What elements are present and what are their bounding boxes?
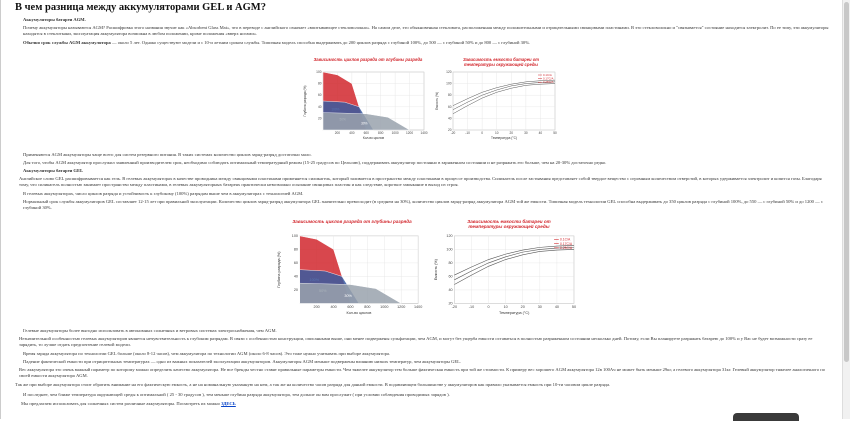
temperature-chart-large	[431, 216, 581, 321]
y-tick-label: 100	[446, 81, 452, 86]
legend-label: 0.25C/A	[543, 80, 554, 85]
x-tick-label: 50	[553, 131, 557, 135]
legend-label: 0.1C/A	[559, 237, 571, 242]
footer-paragraph-7: И последнее, чем ближе температура окружающей среды к оптимальной ( 25 - 30 градусов ), тем меньше глубина разряда аккумулятора, тем дольше он вам прослужит ( при условии соблюдения проводимых зарядов ).	[23, 392, 450, 397]
x-tick-label: 1200	[406, 131, 414, 135]
agm-life-label: Обычно срок службы AGM аккумулятора	[23, 40, 111, 45]
footer-text: Мы предлагаем использовать для солнечных систем различные аккумуляторы. Посмотреть их можно	[21, 401, 220, 406]
x-tick-label: 400	[349, 131, 355, 135]
chart-title: Зависимость циклов разряда от глубины разряда	[292, 219, 412, 224]
cycles-chart-large	[274, 216, 424, 321]
gel-paragraph: Английское слово GEL расшифровывается как гель. В гелевых аккумуляторах в качестве проводника между свинцовыми пластинами применяется силикагель, который заливается в пространство между пластинами в процессе производства. Силикагель после застывания представляет собой твердое вещество с огромным количеством отверстий, в которых удерживается электролит и копится газы. Благодаря тому, что силикагель полностью занимает пространство между пластинами, в гелевых аккумуляторных батареях практически невозможно осыпание свинцовых пластин и как следствие, короткое замыкание в выход из строя.	[19, 176, 822, 187]
x-axis-label: Кол-во циклов	[362, 136, 385, 140]
y-tick-label: 60	[317, 93, 322, 98]
agm-paragraph: Почему аккумуляторы называются AGM? Расшифровка этого названия звучит как «Absorbent Glass Mat», что в переводе с английского означает «впитывающее стекловолокно». На самом деле, это обыкновенная стекловата, расположенная между положительными и отрицательными свинцовыми пластинами. В это стекловолокно и "связывается" состояние находится электролит. По ее типу, эти аккумуляторы находятся в стеклоткани, эксплуатация аккумулятора возможна в любом положении, кроме положения «вверх ногами».	[23, 25, 829, 36]
legend-label: 0.1C/A	[543, 73, 552, 77]
agm-heading: Аккумуляторы батареи AGM.	[23, 17, 86, 22]
agm-temperature-paragraph: Для того, чтобы AGM аккумулятор прослужил заявленный производителем срок, необходимо соблюдать оптимальный температурный режим (15-25 градусов по Цельсию), поддерживать аккумулятор постоянно в заряженном состоянии и не разряжать его больше, чем на 20-30% достаточно редко.	[23, 160, 607, 165]
y-tick-label: 60	[448, 274, 453, 279]
agm-use-paragraph: Применяются AGM аккумуляторы чаще всего для систем резервного питания. В таких системах количество циклов заряд-разряд достаточно мало.	[23, 152, 312, 157]
x-tick-label: -20	[450, 131, 456, 135]
temperature-chart-svg	[433, 55, 561, 145]
x-tick-label: 30	[524, 131, 528, 135]
y-axis-label: Глубина разряда (%)	[303, 85, 307, 117]
x-tick-label: 200	[313, 305, 320, 310]
y-axis-label: Глубина разряда (%)	[276, 251, 281, 288]
x-tick-label: 1000	[391, 131, 399, 135]
y-axis-label: Емкость (%)	[433, 259, 438, 281]
x-tick-label: 800	[364, 305, 371, 310]
x-tick-label: 200	[334, 131, 341, 135]
footer-paragraph-8	[21, 401, 236, 407]
x-tick-label: 10	[494, 131, 499, 135]
temperature-chart-svg	[431, 216, 581, 321]
cycles-chart-small	[301, 55, 429, 145]
y-tick-label: 40	[317, 104, 322, 109]
x-tick-label: 0	[481, 131, 484, 135]
y-tick-label: 80	[448, 261, 453, 266]
x-tick-label: 50	[571, 305, 577, 310]
legend-label: 0.17C/A	[559, 241, 573, 246]
gel-life-paragraph: Нормальный срок службы аккумуляторов GEL составляет 12-15 лет при правильной эксплуатации. Количество циклов заряд-разряд аккумулятора GEL значительно превосходит (в среднем на 30%), количество циклов заряд-разряд аккумулятора AGM той же емкости. Типичная модель технологии GEL способна выдерживать до 350 циклов разряда с глубиной 100%, до 550 — с глубиной 50% и до 1200 — с глубиной 30%.	[23, 199, 823, 210]
y-tick-label: 80	[317, 81, 322, 86]
footer-paragraph-5: Вес аккумулятора это очень важный параметр по которому можно определить качество аккумулятора. Не все бренды честно ставят правильные параметры емкости. Чем тяжелее аккумулятор тем больше фактическая емкость при той же стоимости. К примеру вес хорошего AGM аккумулятора 12в 100Ач не может быть меньше 29кг, а гелевого аккумулятора 31кг. Гелевый аккумулятор тяжелее аналогичного по своей емкости аккумулятора AGM.	[19, 367, 826, 378]
here-link[interactable]: ЗДЕСЬ	[221, 401, 236, 406]
x-tick-label: 40	[538, 131, 543, 135]
x-tick-label: 1400	[413, 305, 423, 310]
y-tick-label: 120	[446, 234, 453, 239]
agm-life-paragraph	[23, 40, 530, 46]
legend-label: 0.17C/A	[543, 76, 554, 81]
x-tick-label: 20	[520, 305, 525, 310]
x-tick-label: -10	[468, 305, 475, 310]
y-tick-label: 20	[317, 116, 322, 121]
y-tick-label: 80	[447, 93, 452, 98]
x-tick-label: 0	[487, 305, 490, 310]
footer-paragraph-3: Время заряда аккумулятора по технологии GEL больше (около 8-12 часов), чем аккумулятора по технологии AGM (около 6-8 часов). Это тоже нужно учитывать при выборе аккумулятора.	[23, 351, 391, 356]
x-tick-label: -20	[451, 305, 458, 310]
page-title: В чем разница между аккумуляторами GEL и AGM?	[15, 2, 266, 13]
x-tick-label: 800	[378, 131, 384, 135]
y-tick-label: 40	[293, 274, 298, 279]
chart-title: Зависимость циклов разряда от глубины разряда	[313, 57, 423, 62]
gel-heading: Аккумуляторы батареи GEL	[23, 168, 84, 173]
vertical-scrollbar[interactable]	[842, 0, 850, 419]
x-tick-label: 20	[509, 131, 514, 135]
y-tick-label: 100	[291, 234, 298, 239]
x-axis-label: Температура (°C)	[491, 136, 517, 140]
y-tick-label: 20	[447, 128, 452, 132]
scrollbar-thumb[interactable]	[844, 2, 849, 362]
x-tick-label: 600	[363, 131, 369, 135]
y-tick-label: 20	[448, 301, 453, 306]
y-tick-label: 100	[316, 70, 322, 74]
temperature-chart-small	[433, 55, 561, 145]
series-label: 30%	[344, 293, 352, 298]
y-axis-label: Емкость (%)	[435, 91, 439, 111]
y-tick-label: 40	[448, 288, 453, 293]
y-tick-label: 120	[446, 70, 452, 74]
gel-cycles-paragraph: В гелевых аккумуляторах, число циклов разряда и устойчивость к глубокому (100%) разрядам выше чем в аккумуляторах с технологией AGM.	[23, 191, 304, 196]
footer-paragraph-2: Незначительной особенностью гелевых аккумуляторов является нечувствительность к глубоким разрядам. В связи с особенностью конструкции, описанными выше, они менее подвержены сульфатации, чем AGM, и могут без ущерба емкости оставаться в полностью разряженном состоянии несколько дней. Потому, если Вы планируете разряжать батарею до 100% и у Вас не будет возможности сразу ее зарядить, то лучше отдать предпочтение гелевой модели.	[19, 336, 813, 347]
y-tick-label: 40	[447, 116, 452, 121]
series-label: 30%	[361, 121, 368, 126]
x-tick-label: 1400	[420, 131, 428, 135]
footer-paragraph-6: Так же при выборе аккумулятора стоит обратить внимание на его фактическую емкость, а не на номинальную указанную на нем, а так же на количество часов разряда для данной емкости. В подавляющем большинстве у аккумуляторов как правило указывается емкость при 10-ти часовом цикле разряда.	[15, 382, 611, 387]
floating-widget-button[interactable]	[733, 413, 799, 421]
y-tick-label: 20	[293, 288, 298, 293]
x-tick-label: -10	[465, 131, 470, 135]
cycles-chart-svg	[301, 55, 429, 145]
x-tick-label: 600	[347, 305, 354, 310]
y-tick-label: 60	[293, 261, 298, 266]
y-tick-label: 100	[446, 247, 453, 252]
x-tick-label: 1000	[380, 305, 389, 310]
footer-paragraph-4: Падение фактической емкости при отрицательных температурах — одно из важных показателей эксплуатации аккумуляторов. Аккумуляторы AGM меньше подвержены влиянию низких температур, чем аккумуляторы GEL.	[23, 359, 462, 364]
y-tick-label: 80	[293, 247, 298, 252]
x-axis-label: Кол-во циклов	[346, 310, 372, 315]
x-tick-label: 40	[554, 305, 559, 310]
y-tick-label: 60	[447, 104, 452, 109]
agm-life-text: — около 5 лет. Однако существуют модели и с 10-и летним сроком службы. Типичная модель способна выдерживать до 200 циклов разряда с глубиной 100%, до 500 — с глубиной 50% и до 800 — с глубиной 30%.	[110, 40, 531, 45]
footer-paragraph-1: Гелевые аккумуляторы более выгодно использовать в автономных солнечных и ветровых системах электроснабжения, чем AGM.	[23, 328, 277, 333]
x-axis-label: Температура (°C)	[499, 310, 530, 315]
x-tick-label: 30	[537, 305, 542, 310]
x-tick-label: 10	[503, 305, 508, 310]
x-tick-label: 400	[330, 305, 337, 310]
x-tick-label: 1200	[397, 305, 406, 310]
chart-title: Зависимость емкости батареи от температуры окружающей среды	[462, 57, 540, 67]
legend-label: 0.25C/A	[559, 245, 573, 250]
cycles-chart-svg	[274, 216, 424, 321]
chart-title: Зависимость емкости батареи от температуры окружающей среды	[467, 219, 551, 229]
